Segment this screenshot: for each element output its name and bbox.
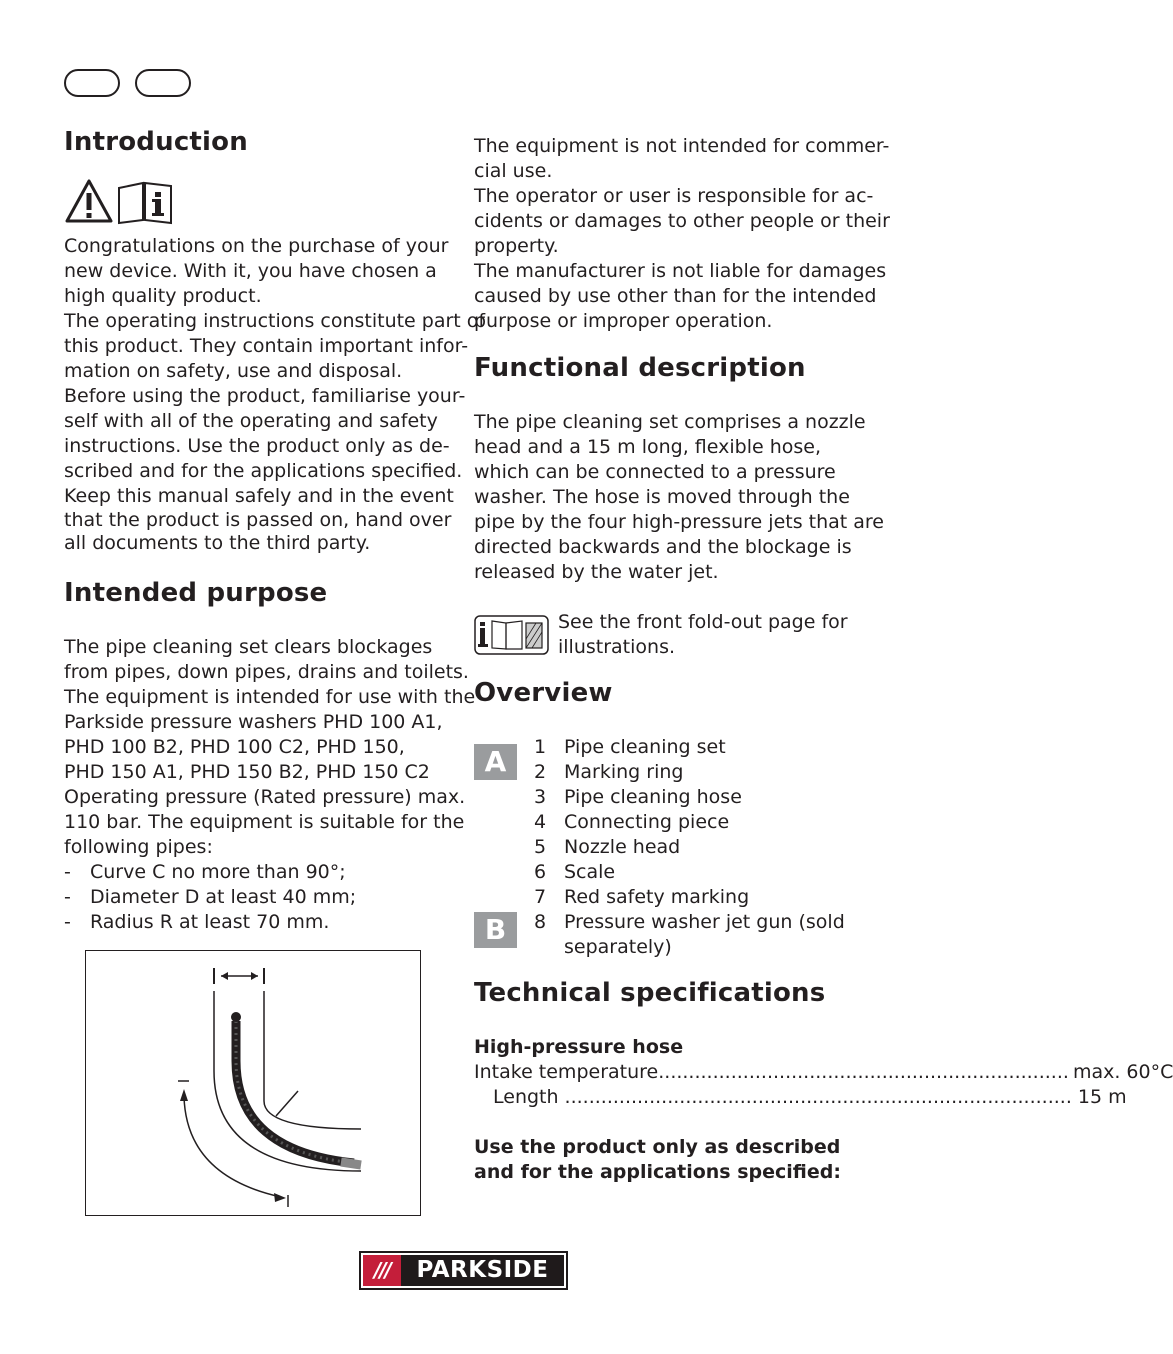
liability-line: The manufacturer is not liable for damages <box>474 260 887 282</box>
list-item: 6 Scale <box>534 861 616 883</box>
figure-b-badge: B <box>474 912 517 948</box>
list-item: 2 Marking ring <box>534 761 684 783</box>
pipe-bend-illustration <box>86 951 420 1215</box>
info-foldout-icon <box>474 615 549 655</box>
functional-description-heading: Functional description <box>474 353 806 383</box>
list-item: - Diameter D at least 40 mm; <box>64 886 357 908</box>
list-item: 5 Nozzle head <box>534 836 681 858</box>
language-pill-left <box>64 69 120 97</box>
list-item: 3 Pipe cleaning hose <box>534 786 742 808</box>
liability-line: caused by use other than for the intended <box>474 285 877 307</box>
parkside-logo <box>361 1253 566 1288</box>
intended-purpose-body <box>64 635 475 860</box>
function-line: washer. The hose is moved through the <box>474 486 850 508</box>
list-item: 8 Pressure washer jet gun (sold <box>534 911 845 933</box>
purpose-line: 110 bar. The equipment is suitable for the <box>64 811 465 833</box>
closing-line: and for the applications specified: <box>474 1161 841 1183</box>
intro-line: Keep this manual safely and in the event <box>64 485 454 507</box>
intro-line: all documents to the third party. <box>64 532 371 554</box>
spec-value: 15 m <box>1077 1086 1127 1108</box>
list-item: 1 Pipe cleaning set <box>534 736 726 758</box>
note-line: See the front fold-out page for <box>558 611 848 633</box>
spec-label: Length <box>493 1086 559 1108</box>
intro-line: The operating instructions constitute part of <box>64 310 486 332</box>
intro-line: mation on safety, use and disposal. <box>64 360 403 382</box>
pipe-requirements-list <box>64 860 356 935</box>
note-line: illustrations. <box>558 636 676 658</box>
intro-line: scribed and for the applications specified. <box>64 460 463 482</box>
closing-line: Use the product only as described <box>474 1136 841 1158</box>
language-pill-right <box>135 69 191 97</box>
read-manual-icon <box>116 180 174 224</box>
purpose-line: PHD 150 A1, PHD 150 B2, PHD 150 C2 <box>64 761 430 783</box>
figure-a-badge: A <box>474 744 517 780</box>
intro-line: high quality product. <box>64 285 262 307</box>
intro-line: this product. They contain important infor- <box>64 335 469 357</box>
functional-description-body <box>474 410 884 585</box>
liability-line: cidents or damages to other people or their <box>474 210 890 232</box>
purpose-line: The equipment is intended for use with the <box>64 686 476 708</box>
liability-line: purpose or improper operation. <box>474 310 773 332</box>
spec-row-intake-temperature <box>474 1060 1173 1085</box>
intro-line: self with all of the operating and safety <box>64 410 438 432</box>
liability-line: property. <box>474 235 559 257</box>
warning-triangle-icon <box>64 178 114 224</box>
introduction-heading: Introduction <box>64 127 248 157</box>
spec-closing-note <box>474 1135 841 1185</box>
logo-slashes: /// <box>363 1255 401 1286</box>
purpose-line: following pipes: <box>64 836 213 858</box>
purpose-line: Parkside pressure washers PHD 100 A1, <box>64 711 443 733</box>
foldout-note <box>558 610 848 660</box>
liability-line: The operator or user is responsible for ac- <box>474 185 874 207</box>
list-item: - Radius R at least 70 mm. <box>64 911 330 933</box>
dot-leader: .................................................................................... <box>564 1086 1072 1108</box>
list-item: 7 Red safety marking <box>534 886 750 908</box>
intended-purpose-heading: Intended purpose <box>64 578 328 608</box>
overview-heading: Overview <box>474 678 613 708</box>
function-line: The pipe cleaning set comprises a nozzle <box>474 411 866 433</box>
liability-line: The equipment is not intended for commer- <box>474 135 890 157</box>
function-line: directed backwards and the blockage is <box>474 536 852 558</box>
list-item: separately) <box>564 936 672 958</box>
liability-line: cial use. <box>474 160 553 182</box>
pipe-bend-diagram <box>85 950 421 1216</box>
purpose-line: Operating pressure (Rated pressure) max. <box>64 786 466 808</box>
intro-line: new device. With it, you have chosen a <box>64 260 437 282</box>
intro-line: Congratulations on the purchase of your <box>64 235 449 257</box>
function-line: which can be connected to a pressure <box>474 461 836 483</box>
overview-parts-list <box>534 735 845 960</box>
usage-liability-body <box>474 134 890 334</box>
function-line: pipe by the four high-pressure jets that are <box>474 511 884 533</box>
purpose-line: PHD 100 B2, PHD 100 C2, PHD 150, <box>64 736 405 758</box>
dot-leader: .................................................................... <box>658 1061 1069 1083</box>
function-line: released by the water jet. <box>474 561 719 583</box>
technical-specifications-heading: Technical specifications <box>474 978 826 1008</box>
list-item: - Curve C no more than 90°; <box>64 861 346 883</box>
purpose-line: from pipes, down pipes, drains and toilets. <box>64 661 469 683</box>
function-line: head and a 15 m long, flexible hose, <box>474 436 822 458</box>
spec-subheading: High-pressure hose <box>474 1036 684 1058</box>
introduction-body <box>64 234 485 555</box>
spec-label: Intake temperature <box>474 1061 659 1083</box>
intro-line: instructions. Use the product only as de- <box>64 435 450 457</box>
purpose-line: The pipe cleaning set clears blockages <box>64 636 433 658</box>
intro-line: that the product is passed on, hand over <box>64 509 452 531</box>
list-item: 4 Connecting piece <box>534 811 730 833</box>
spec-value: max. 60°C <box>1072 1061 1173 1083</box>
logo-wordmark: PARKSIDE <box>416 1257 549 1283</box>
spec-row-length <box>493 1085 1127 1110</box>
intro-line: Before using the product, familiarise your- <box>64 385 466 407</box>
